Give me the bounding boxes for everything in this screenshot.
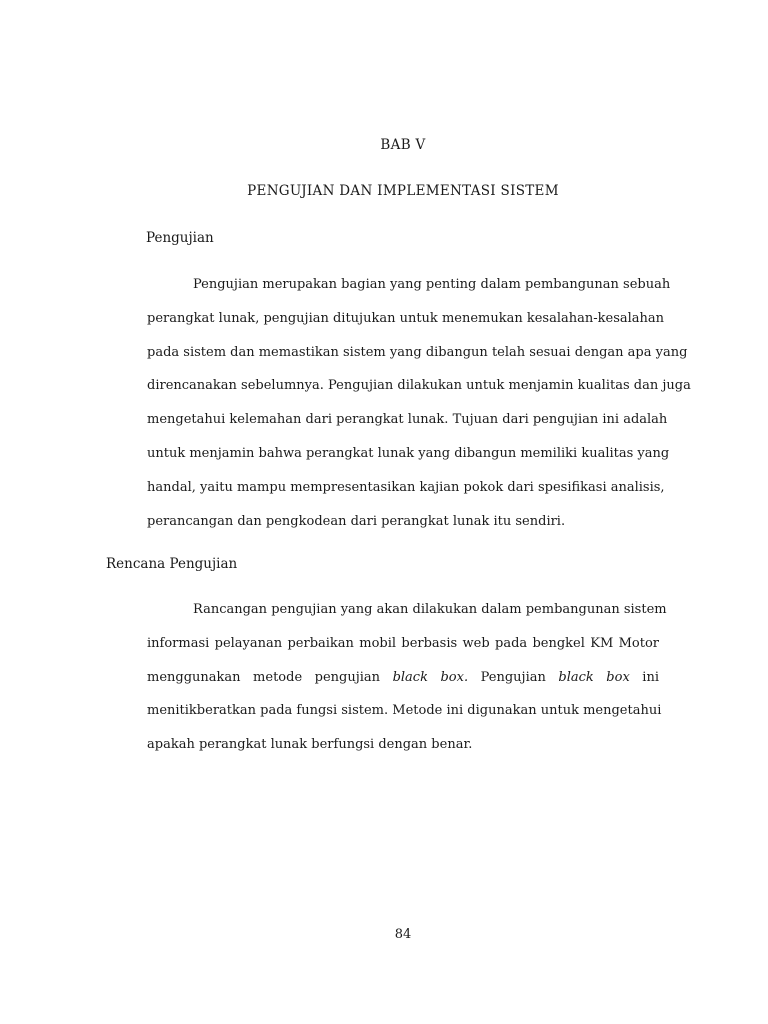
paragraph-rencana-pengujian	[147, 593, 667, 762]
text-run: ini	[629, 669, 659, 685]
paragraph-line-mixed	[147, 661, 659, 695]
paragraph-line: Rancangan pengujian yang akan dilakukan dalam pembangunan sistem	[193, 602, 667, 617]
paragraph-line: perancangan dan pengkodean dari perangkat lunak itu sendiri.	[147, 513, 566, 529]
paragraph-line: apakah perangkat lunak berfungsi dengan benar.	[147, 737, 473, 753]
paragraph-line: handal, yaitu mampu mempresentasikan kajian pokok dari spesifikasi analisis,	[147, 479, 665, 495]
section-heading-pengujian: Pengujian	[146, 230, 214, 246]
paragraph-line: mengetahui kelemahan dari perangkat lunak. Tujuan dari pengujian ini adalah	[147, 412, 668, 428]
paragraph-line: perangkat lunak, pengujian ditujukan untuk menemukan kesalahan-kesalahan	[147, 310, 665, 326]
section-heading-rencana-pengujian: Rencana Pengujian	[106, 556, 238, 572]
italic-term: black box.	[392, 669, 469, 685]
chapter-title: PENGUJIAN DAN IMPLEMENTASI SISTEM	[247, 183, 559, 199]
page-number: 84	[394, 927, 412, 942]
chapter-label: BAB V	[380, 137, 426, 153]
paragraph-line: informasi pelayanan perbaikan mobil berbasis web pada bengkel KM Motor	[147, 635, 659, 651]
text-run: Pengujian	[468, 669, 559, 685]
italic-term: black box	[558, 669, 630, 685]
paragraph-line: untuk menjamin bahwa perangkat lunak yang dibangun memiliki kualitas yang	[147, 445, 670, 461]
text-run: menggunakan metode pengujian	[147, 669, 393, 685]
paragraph-line: direncanakan sebelumnya. Pengujian dilakukan untuk menjamin kualitas dan juga	[147, 378, 691, 394]
paragraph-line: pada sistem dan memastikan sistem yang dibangun telah sesuai dengan apa yang	[147, 344, 688, 360]
paragraph-line: Pengujian merupakan bagian yang penting dalam pembangunan sebuah	[193, 277, 671, 292]
paragraph-line: menitikberatkan pada fungsi sistem. Metode ini digunakan untuk mengetahui	[147, 703, 662, 719]
paragraph-pengujian	[147, 268, 691, 538]
